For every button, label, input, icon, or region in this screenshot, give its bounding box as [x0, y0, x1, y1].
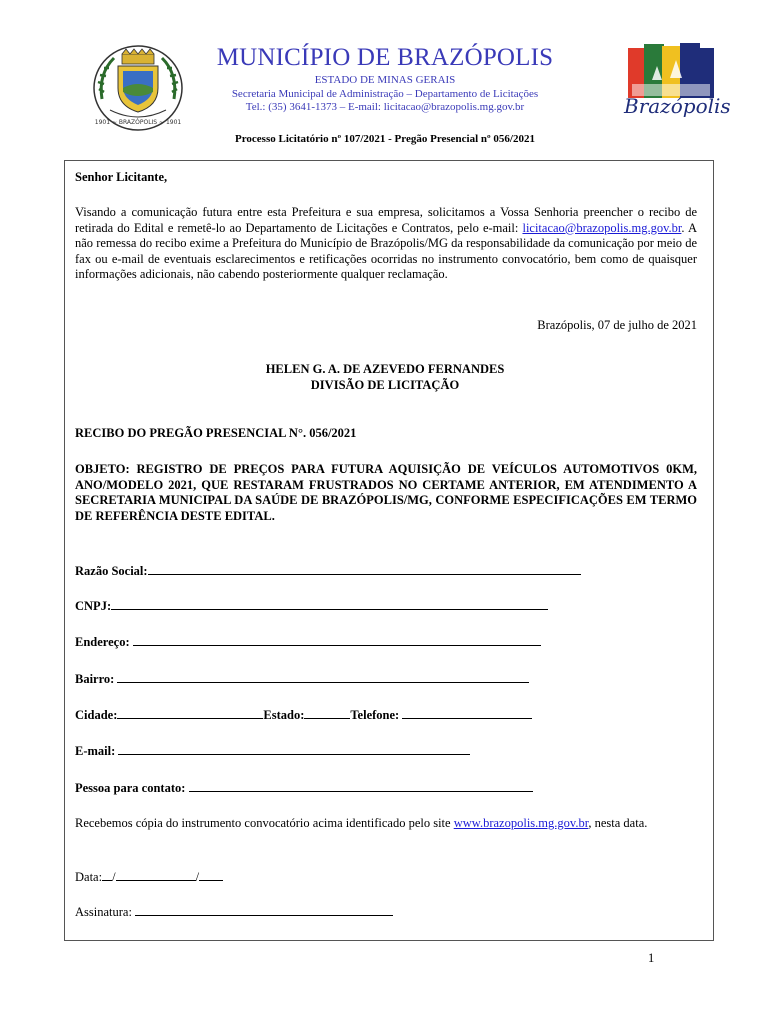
bairro-field [75, 670, 529, 687]
telefone-line[interactable] [402, 706, 532, 719]
telefone-label: Telefone: [350, 708, 400, 722]
brazopolis-logo-icon [622, 40, 731, 132]
page-number: 1 [648, 951, 655, 965]
razao-social-field [75, 562, 581, 579]
email-field [75, 742, 470, 759]
logo-text: Brazópolis [624, 94, 731, 118]
greeting: Senhor Licitante, [75, 170, 168, 184]
razao-social-label: Razão Social: [75, 564, 148, 578]
date-field [75, 868, 223, 885]
document-date: Brazópolis, 07 de julho de 2021 [537, 318, 697, 332]
date-year-line[interactable] [199, 868, 223, 881]
cidade-line[interactable] [117, 706, 263, 719]
cidade-label: Cidade: [75, 708, 118, 722]
received-text-after-link: , nesta data. [588, 816, 648, 830]
signer-division: DIVISÃO DE LICITAÇÃO [310, 377, 460, 392]
received-text-before-link: Recebemos cópia do instrumento convocatório acima identificado pelo site [75, 816, 454, 830]
object-description: OBJETO: REGISTRO DE PREÇOS PARA FUTURA AQUISIÇÃO DE VEÍCULOS AUTOMOTIVOS 0KM, ANO/MODELO 2021, QUE RESTARAM FRUSTRADOS NO CERTAME ANTERIOR, EM ATENDIMENTO A SECRETARIA MUNICIPAL DA SAÚDE DE BRAZÓPOLIS/MG, CONFORME ESPECIFICAÇÕES EM TERMO DE REFERÊNCIA DESTE EDITAL. [75, 462, 697, 523]
razao-social-line[interactable] [148, 562, 581, 575]
receipt-title: RECIBO DO PREGÃO PRESENCIAL N°. 056/2021 [75, 426, 357, 440]
cidade-field [75, 706, 532, 723]
cnpj-line[interactable] [111, 597, 548, 610]
intro-paragraph [75, 205, 697, 283]
contact-person-label: Pessoa para contato: [75, 781, 186, 795]
seal-text: 1901 ~ BRAZÓPOLIS ~ 1901 [94, 119, 182, 126]
estado-label: Estado: [263, 708, 305, 722]
intro-text-after-link: . A não remessa do recibo exime a Prefeitura do Município de Brazópolis/MG da responsabilidade da comunicação por meio de fax ou e-mail de eventuais esclarecimentos e retificações ocorridas no instrumento convocatório, bem como de quaisquer informações adicionais, não cabendo posteriormente qualquer reclamação. [75, 220, 697, 281]
endereco-field [75, 633, 541, 650]
signature-block [75, 362, 695, 393]
email-label: E-mail: [75, 744, 116, 758]
intro-text-before-link: Visando a comunicação futura entre esta Prefeitura e sua empresa, solicitamos a Vossa Senhoria preencher o recibo de retirada do Edital e remetê-lo ao Departamento de Licitações e Contratos, pelo e-mail: [75, 205, 697, 235]
bairro-label: Bairro: [75, 672, 115, 686]
date-month-line[interactable] [116, 868, 196, 881]
department-name: Secretaria Municipal de Administração – Departamento de Licitações [231, 88, 539, 100]
cnpj-label: CNPJ: [75, 599, 112, 613]
signature-field [75, 903, 393, 920]
contact-info: Tel.: (35) 3641-1373 – E-mail: licitacao@brazopolis.mg.gov.br [245, 101, 525, 113]
signature-line[interactable] [135, 903, 393, 916]
contact-person-field [75, 779, 533, 796]
date-separator-2: / [195, 870, 200, 884]
signature-label: Assinatura: [75, 905, 132, 919]
municipal-seal-icon [92, 44, 184, 132]
email-link[interactable]: licitacao@brazopolis.mg.gov.br [522, 220, 682, 235]
date-day-line[interactable] [102, 868, 112, 881]
received-statement [75, 816, 697, 832]
state-name: ESTADO DE MINAS GERAIS [314, 74, 456, 86]
date-separator-1: / [112, 870, 116, 884]
municipality-title: MUNICÍPIO DE BRAZÓPOLIS [216, 44, 554, 71]
date-label: Data: [75, 870, 103, 884]
estado-line[interactable] [304, 706, 350, 719]
process-number: Processo Licitatório nº 107/2021 - Pregão Presencial nº 056/2021 [235, 133, 535, 145]
endereco-line[interactable] [133, 633, 541, 646]
bairro-line[interactable] [117, 670, 529, 683]
cnpj-field [75, 597, 548, 614]
endereco-label: Endereço: [75, 635, 130, 649]
website-link[interactable]: www.brazopolis.mg.gov.br [453, 816, 589, 830]
signer-name: HELEN G. A. DE AZEVEDO FERNANDES [265, 362, 505, 376]
email-line[interactable] [118, 742, 470, 755]
contact-person-line[interactable] [189, 779, 533, 792]
